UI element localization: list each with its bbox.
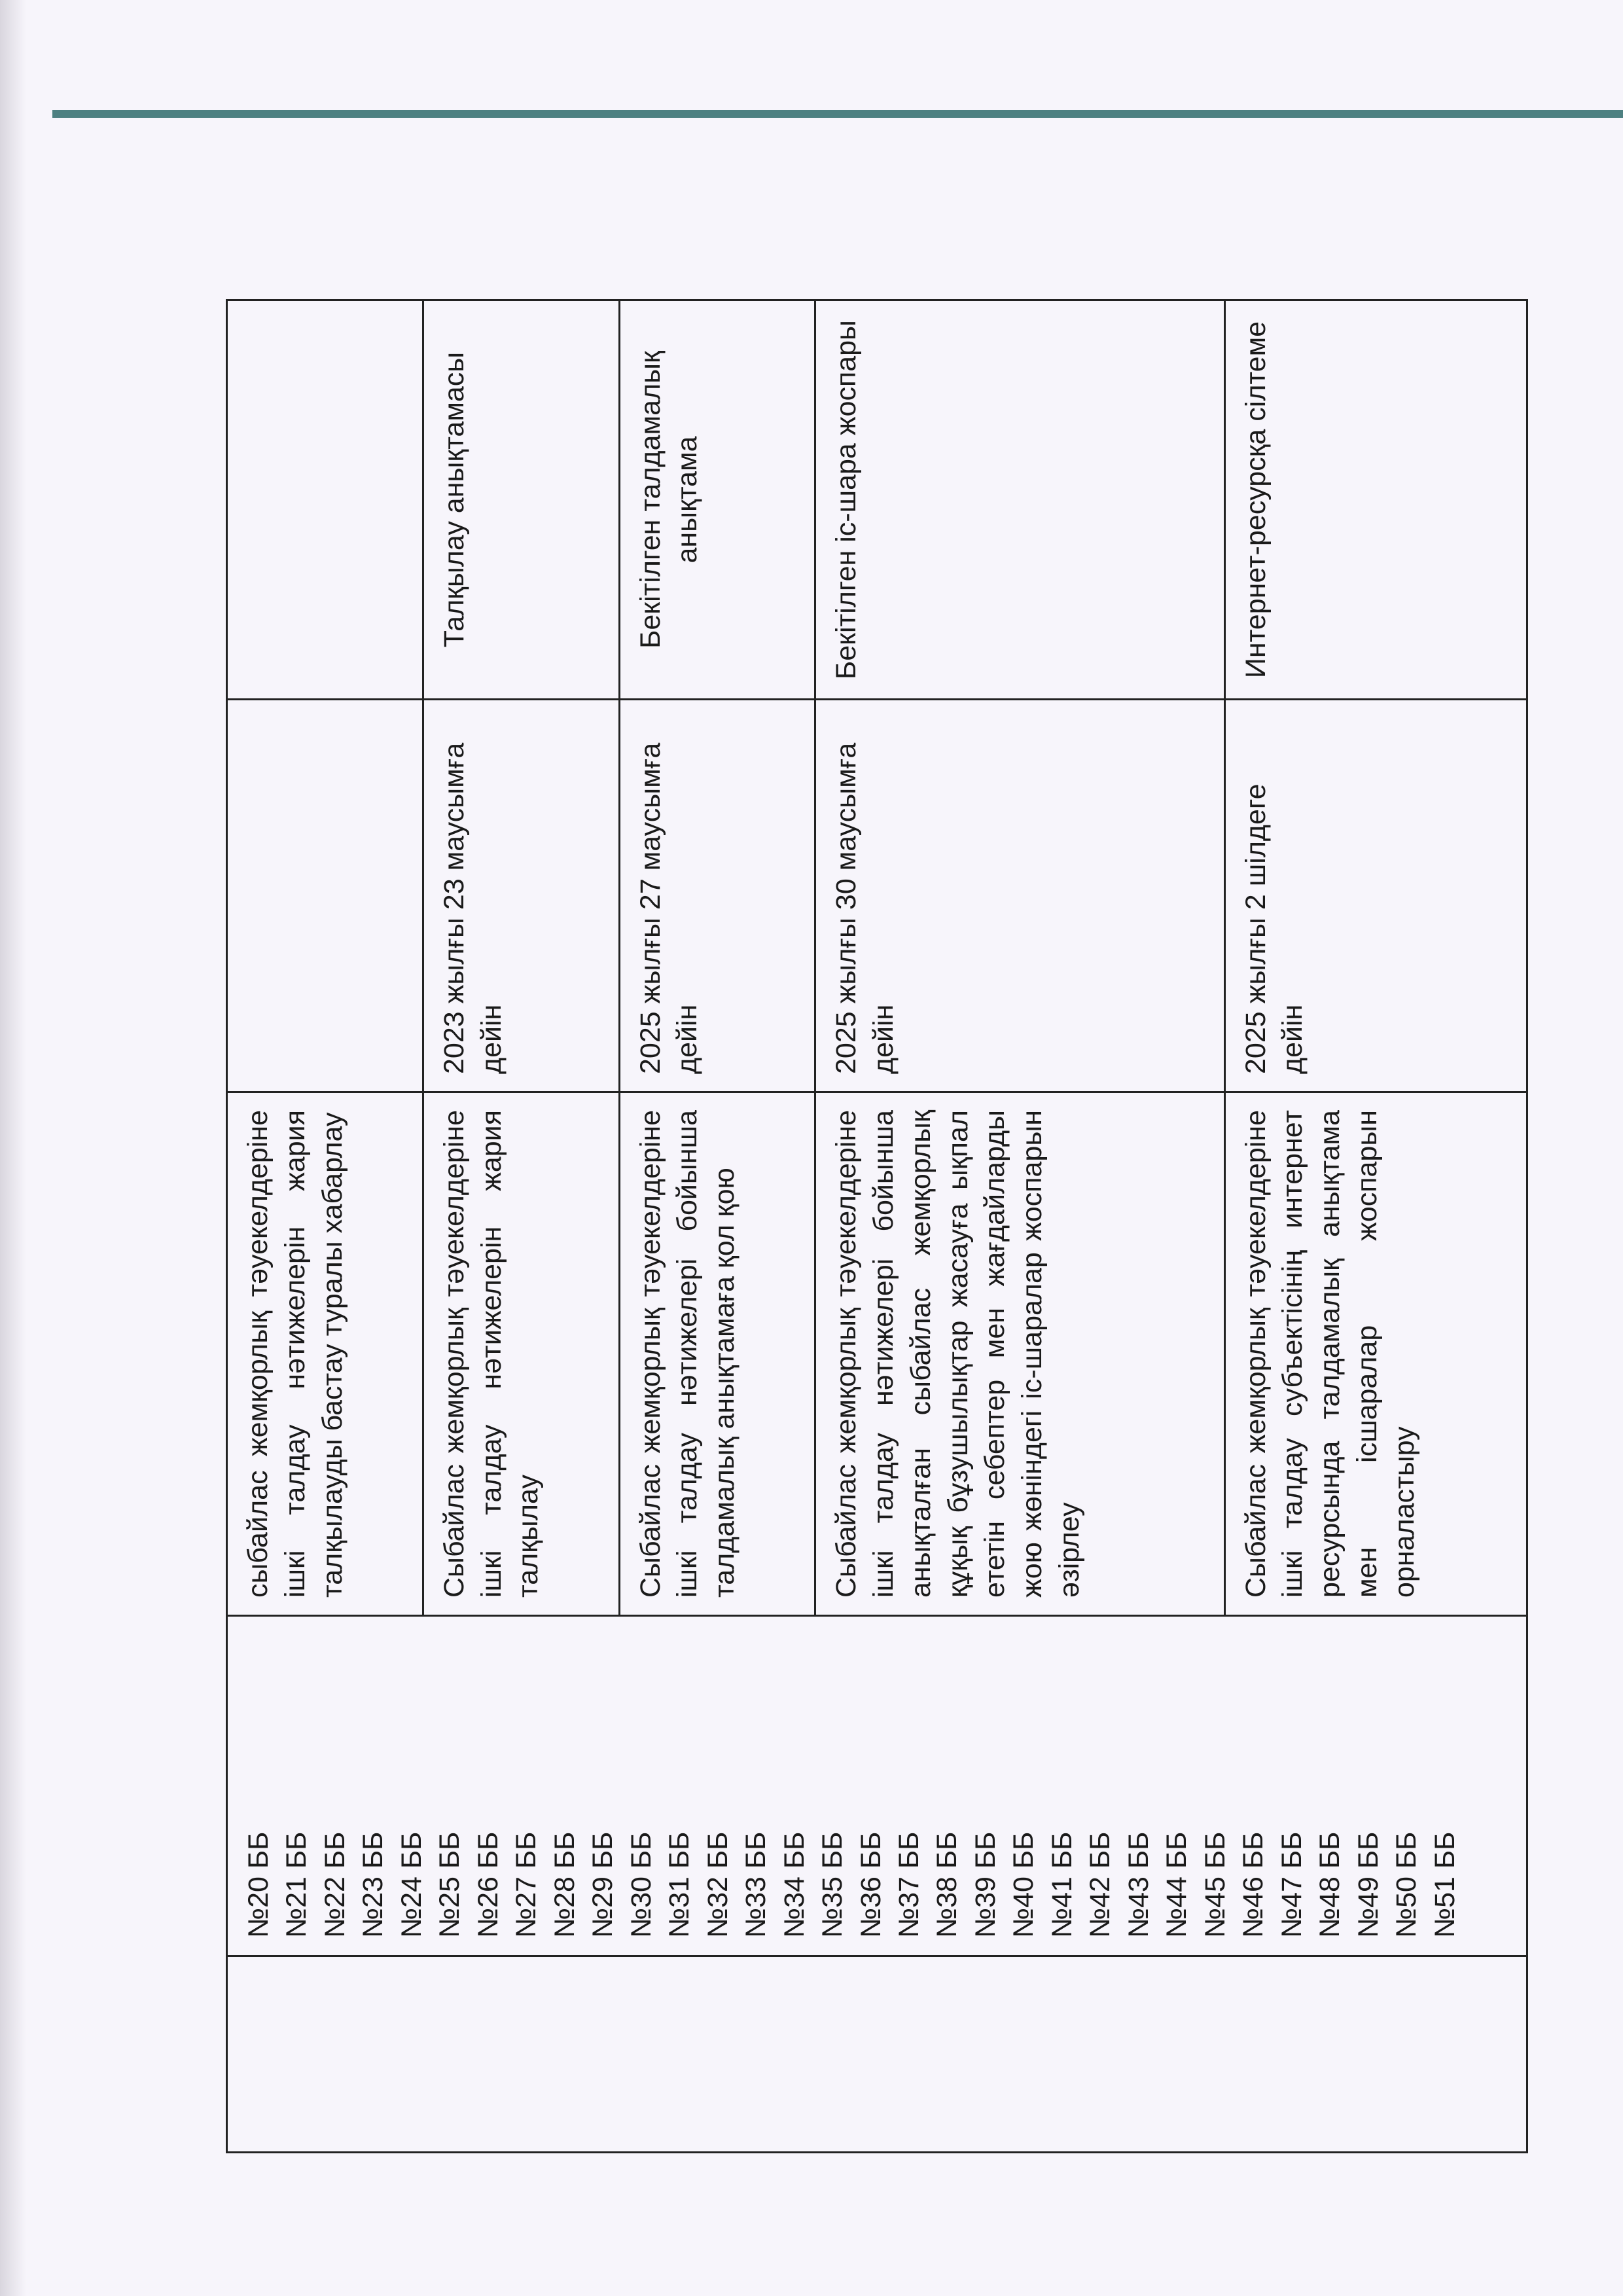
code-line: №21 ББ: [281, 1831, 313, 1938]
code-line: №24 ББ: [395, 1831, 427, 1938]
activity-cell: сыбайлас жемқорлық тәуекелдеріне ішкі талдау нәтижелерін жария талқылауды бастау туралы хабарлау: [227, 1092, 423, 1616]
code-line: №28 ББ: [548, 1831, 580, 1938]
activity-cell: Сыбайлас жемқорлық тәуекелдеріне ішкі талдау нәтижелері бойынша анықталған сыбайлас жемқорлық құқық бұзушылықтар жасауға ықпал ететін себептер мен жағдайларды жою жөніндегі іс-шаралар жоспарын әзірлеу: [815, 1092, 1224, 1616]
code-line: №26 ББ: [472, 1831, 504, 1938]
activity-cell: Сыбайлас жемқорлық тәуекелдеріне ішкі талдау нәтижелерін жария талқылау: [423, 1092, 619, 1616]
code-line: №49 ББ: [1352, 1831, 1384, 1938]
rotated-page: [226, 301, 1528, 2153]
result-cell: Талқылау анықтамасы: [423, 300, 619, 700]
code-line: №50 ББ: [1391, 1831, 1423, 1938]
codes-cell: [227, 1616, 1527, 1956]
code-line: №51 ББ: [1429, 1831, 1461, 1938]
code-line: №31 ББ: [664, 1831, 696, 1938]
table-row: [227, 300, 423, 2153]
code-line: №41 ББ: [1046, 1831, 1078, 1938]
scan-edge-shadow: [0, 0, 26, 2296]
code-line: №46 ББ: [1238, 1831, 1270, 1938]
deadline-cell: [227, 700, 423, 1092]
code-line: №29 ББ: [587, 1831, 619, 1938]
code-line: №27 ББ: [510, 1831, 543, 1938]
code-line: №30 ББ: [625, 1831, 657, 1938]
code-line: №47 ББ: [1275, 1831, 1308, 1938]
result-cell: Интернет-ресурсқа сілтеме: [1224, 300, 1527, 700]
deadline-cell: 2023 жылғы 23 маусымға дейін: [423, 700, 619, 1092]
code-line: №23 ББ: [357, 1831, 389, 1938]
code-line: №45 ББ: [1199, 1831, 1231, 1938]
deadline-cell: 2025 жылғы 27 маусымға дейін: [619, 700, 815, 1092]
code-line: №36 ББ: [855, 1831, 887, 1938]
plan-table: [226, 299, 1528, 2153]
result-cell: [227, 300, 423, 700]
code-line: №39 ББ: [969, 1831, 1001, 1938]
deadline-cell: 2025 жылғы 2 шілдеге дейін: [1224, 700, 1527, 1092]
code-line: №37 ББ: [893, 1831, 925, 1938]
header-rule: [52, 110, 1623, 118]
activity-cell: Сыбайлас жемқорлық тәуекелдеріне ішкі талдау субъектісінің интернет ресурсында талдамалық анықтама мен ісшаралар жоспарын орналастыру: [1224, 1092, 1527, 1616]
activity-cell: Сыбайлас жемқорлық тәуекелдеріне ішкі талдау нәтижелері бойынша талдамалық анықтамаға қол қою: [619, 1092, 815, 1616]
code-line: №35 ББ: [817, 1831, 849, 1938]
code-line: №38 ББ: [931, 1831, 963, 1938]
result-cell: Бекітілген талдамалық анықтама: [619, 300, 815, 700]
code-line: №43 ББ: [1122, 1831, 1154, 1938]
code-line: №22 ББ: [319, 1831, 351, 1938]
number-cell: [227, 1956, 1527, 2153]
code-line: №33 ББ: [740, 1831, 772, 1938]
code-line: №40 ББ: [1008, 1831, 1040, 1938]
code-line: №20 ББ: [243, 1831, 274, 1938]
code-line: №25 ББ: [434, 1831, 466, 1938]
deadline-cell: 2025 жылғы 30 маусымға дейін: [815, 700, 1224, 1092]
result-cell: Бекітілген іс-шара жоспары: [815, 300, 1224, 700]
code-line: №48 ББ: [1314, 1831, 1346, 1938]
code-line: №34 ББ: [778, 1831, 810, 1938]
code-line: №44 ББ: [1161, 1831, 1193, 1938]
code-line: №32 ББ: [702, 1831, 734, 1938]
code-line: №42 ББ: [1084, 1831, 1116, 1938]
